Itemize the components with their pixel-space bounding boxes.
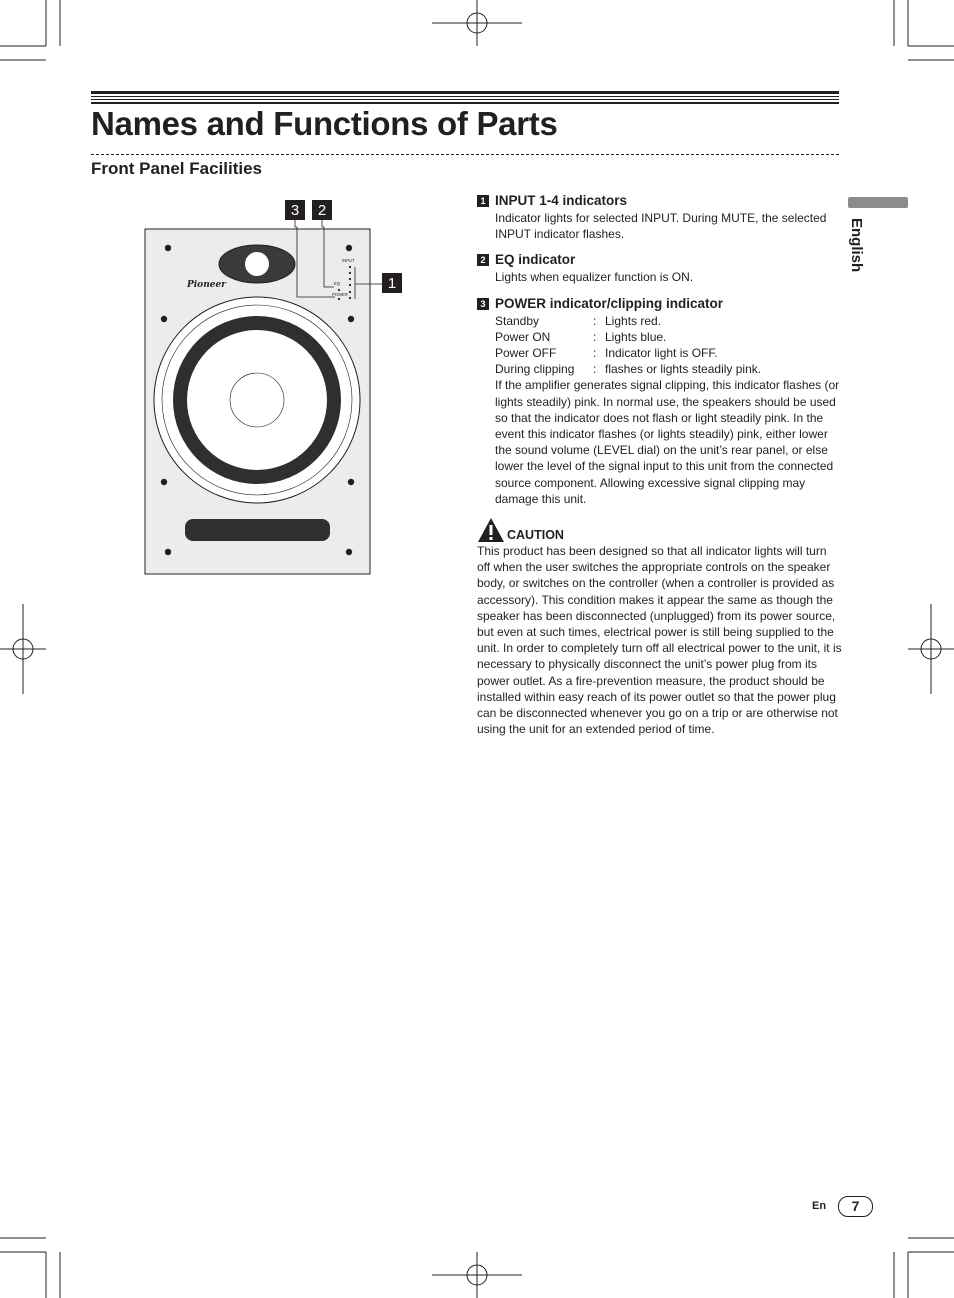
footer-language-code: En bbox=[812, 1200, 827, 1212]
state-separator: : bbox=[593, 346, 597, 361]
item-heading: EQ indicator bbox=[495, 252, 576, 268]
item-description: Indicator lights for selected INPUT. During MUTE, the selected INPUT indicator flashes. bbox=[495, 211, 827, 242]
caution-heading: CAUTION bbox=[507, 527, 564, 542]
header-rule bbox=[91, 91, 839, 94]
section-divider bbox=[91, 154, 839, 155]
item-input-indicators bbox=[477, 192, 842, 242]
state-label: During clipping bbox=[495, 362, 575, 377]
callout-2-label: 2 bbox=[317, 202, 327, 219]
input-indicator-label: INPUT bbox=[342, 258, 355, 263]
item-number-badge: 1 bbox=[477, 195, 489, 207]
state-value: Lights blue. bbox=[605, 329, 667, 344]
callout-1-label: 1 bbox=[387, 275, 397, 292]
item-number-badge: 2 bbox=[477, 254, 489, 266]
state-value: Lights red. bbox=[605, 313, 662, 328]
item-description: Lights when equalizer function is ON. bbox=[495, 270, 694, 285]
warning-icon bbox=[477, 517, 505, 543]
caution-text: This product has been designed so that all indicator lights will turn off when the user switches the appropriate controls on the speaker body, or switches on the controller (when a controller is provided as accessory). This condition makes it appear the same as though the speaker has been disconnected (unplugged) from its power source, but even at such times, electrical power is still being supplied to the unit. In order to completely turn off all electrical power to the unit, it is necessary to physically disconnect the unit’s power plug from its power outlet. As a fire-prevention measure, the product should be installed within easy reach of its power outlet so that the power plug can be disconnected whenever you go on a trip or are otherwise not using the unit for an extended period of time. bbox=[477, 544, 842, 737]
power-state-table bbox=[477, 313, 842, 378]
item-heading: INPUT 1-4 indicators bbox=[495, 193, 628, 208]
header-rule bbox=[91, 99, 839, 100]
state-value: flashes or lights steadily pink. bbox=[605, 362, 762, 377]
speaker-front-panel-diagram bbox=[140, 195, 420, 580]
state-separator: : bbox=[593, 362, 597, 377]
brand-logo: Pioneer bbox=[187, 280, 226, 290]
language-tab-bar bbox=[848, 197, 908, 208]
language-tab-label: English bbox=[848, 218, 865, 273]
page-number: 7 bbox=[838, 1196, 873, 1217]
eq-indicator-label: EQ bbox=[334, 281, 341, 286]
item-description: If the amplifier generates signal clipping, this indicator flashes (or lights steadily) pink. In normal use, the speakers should be used so that the indicator does not flash or light steadily pink. In the event this indicator flashes (or lights steadily) pink, either lower the sound volume (LEVEL dial) on the unit’s rear panel, or else lower the level of the signal input to this unit from the connected source component. Allowing excessive signal clipping may damage this unit. bbox=[495, 378, 840, 506]
state-value: Indicator light is OFF. bbox=[605, 346, 718, 361]
item-number-badge: 3 bbox=[477, 298, 489, 310]
item-power-indicator bbox=[477, 295, 842, 507]
state-separator: : bbox=[593, 313, 597, 328]
state-separator: : bbox=[593, 329, 597, 344]
item-heading: POWER indicator/clipping indicator bbox=[495, 295, 724, 311]
port-slot bbox=[185, 519, 330, 541]
state-label: Standby bbox=[495, 313, 540, 328]
state-label: Power ON bbox=[495, 329, 551, 344]
caution-block bbox=[477, 517, 842, 737]
callout-3-label: 3 bbox=[290, 202, 300, 219]
power-indicator-label: POWER bbox=[332, 292, 348, 297]
page-title: Names and Functions of Parts bbox=[91, 105, 558, 142]
descriptions-column bbox=[477, 192, 842, 737]
header-rule bbox=[91, 96, 839, 97]
state-label: Power OFF bbox=[495, 346, 557, 361]
item-eq-indicator bbox=[477, 251, 842, 285]
section-title: Front Panel Facilities bbox=[91, 159, 262, 178]
